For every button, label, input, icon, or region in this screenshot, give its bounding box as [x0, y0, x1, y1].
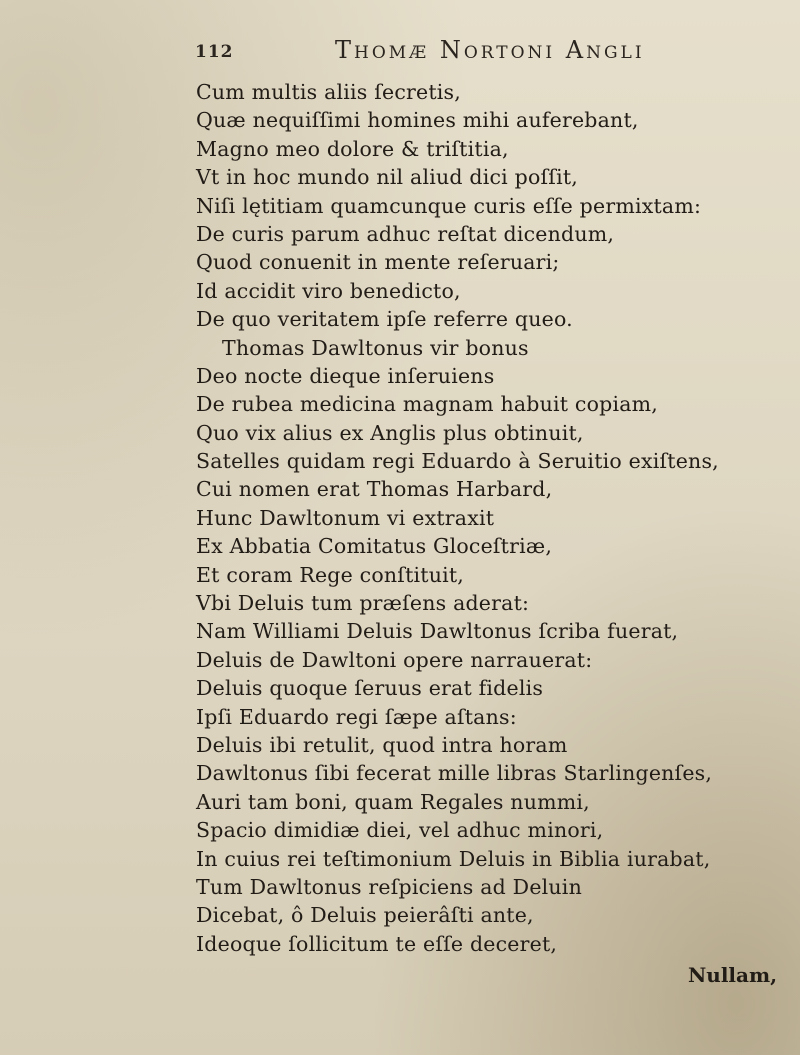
- verse-line: Quod conuenit in mente reſeruari;: [196, 250, 560, 275]
- verse-line: Niſi lętitiam quamcunque curis eſſe permixtam:: [196, 193, 702, 218]
- verse-line: Vt in hoc mundo nil aliud dici poſſit,: [196, 165, 578, 190]
- verse-line: Magno meo dolore & triſtitia,: [196, 136, 509, 161]
- verse-line: Deo nocte dieque inſeruiens: [196, 363, 495, 388]
- page-number: 112: [195, 42, 234, 62]
- verse-line: Ipſi Eduardo regi ſæpe aſtans:: [196, 704, 517, 729]
- verse-line: Vbi Deluis tum præſens aderat:: [196, 591, 530, 616]
- verse-text: [196, 78, 786, 958]
- verse-line: Cum multis aliis ſecretis,: [196, 80, 461, 104]
- verse-line: Nam Williami Deluis Dawltonus ſcriba fuerat,: [196, 619, 679, 644]
- verse-line: Deluis de Dawltoni opere narrauerat:: [196, 647, 593, 672]
- verse-line: Deluis quoque ſeruus erat fidelis: [196, 676, 544, 701]
- verse-line: Ex Abbatia Comitatus Gloceſtriæ,: [196, 534, 553, 559]
- verse-line: Tum Dawltonus reſpiciens ad Deluin: [196, 874, 582, 899]
- verse-line: Quo vix alius ex Anglis plus obtinuit,: [196, 420, 584, 445]
- verse-line: Ideoque ſollicitum te eſſe deceret,: [196, 931, 558, 956]
- running-title: Thomæ Nortoni Angli: [335, 36, 645, 64]
- verse-line: Thomas Dawltonus vir bonus: [222, 335, 529, 360]
- verse-line: Dawltonus ſibi fecerat mille libras Starlingenſes,: [196, 761, 713, 786]
- page-header: [195, 36, 795, 76]
- verse-line: Id accidit viro benedicto,: [196, 278, 461, 303]
- verse-line: Quæ nequiſſimi homines mihi auferebant,: [196, 108, 639, 133]
- verse-line: Hunc Dawltonum vi extraxit: [196, 505, 495, 530]
- verse-line: Cui nomen erat Thomas Harbard,: [196, 477, 553, 502]
- verse-line: De curis parum adhuc reſtat dicendum,: [196, 221, 615, 246]
- verse-line: Spacio dimidiæ diei, vel adhuc minori,: [196, 818, 604, 843]
- verse-line: De rubea medicina magnam habuit copiam,: [196, 392, 659, 417]
- verse-line: Et coram Rege conſtituit,: [196, 562, 465, 587]
- verse-line: In cuius rei teſtimonium Deluis in Biblia iurabat,: [196, 846, 711, 871]
- verse-line: Dicebat, ô Deluis peierâſti ante,: [196, 903, 534, 928]
- verse-line: Auri tam boni, quam Regales nummi,: [196, 789, 590, 814]
- verse-line: Satelles quidam regi Eduardo à Seruitio exiſtens,: [196, 449, 719, 474]
- verse-line: Deluis ibi retulit, quod intra horam: [196, 732, 568, 757]
- catchword: Nullam,: [688, 963, 778, 987]
- verse-line: De quo veritatem ipſe referre queo.: [196, 307, 573, 332]
